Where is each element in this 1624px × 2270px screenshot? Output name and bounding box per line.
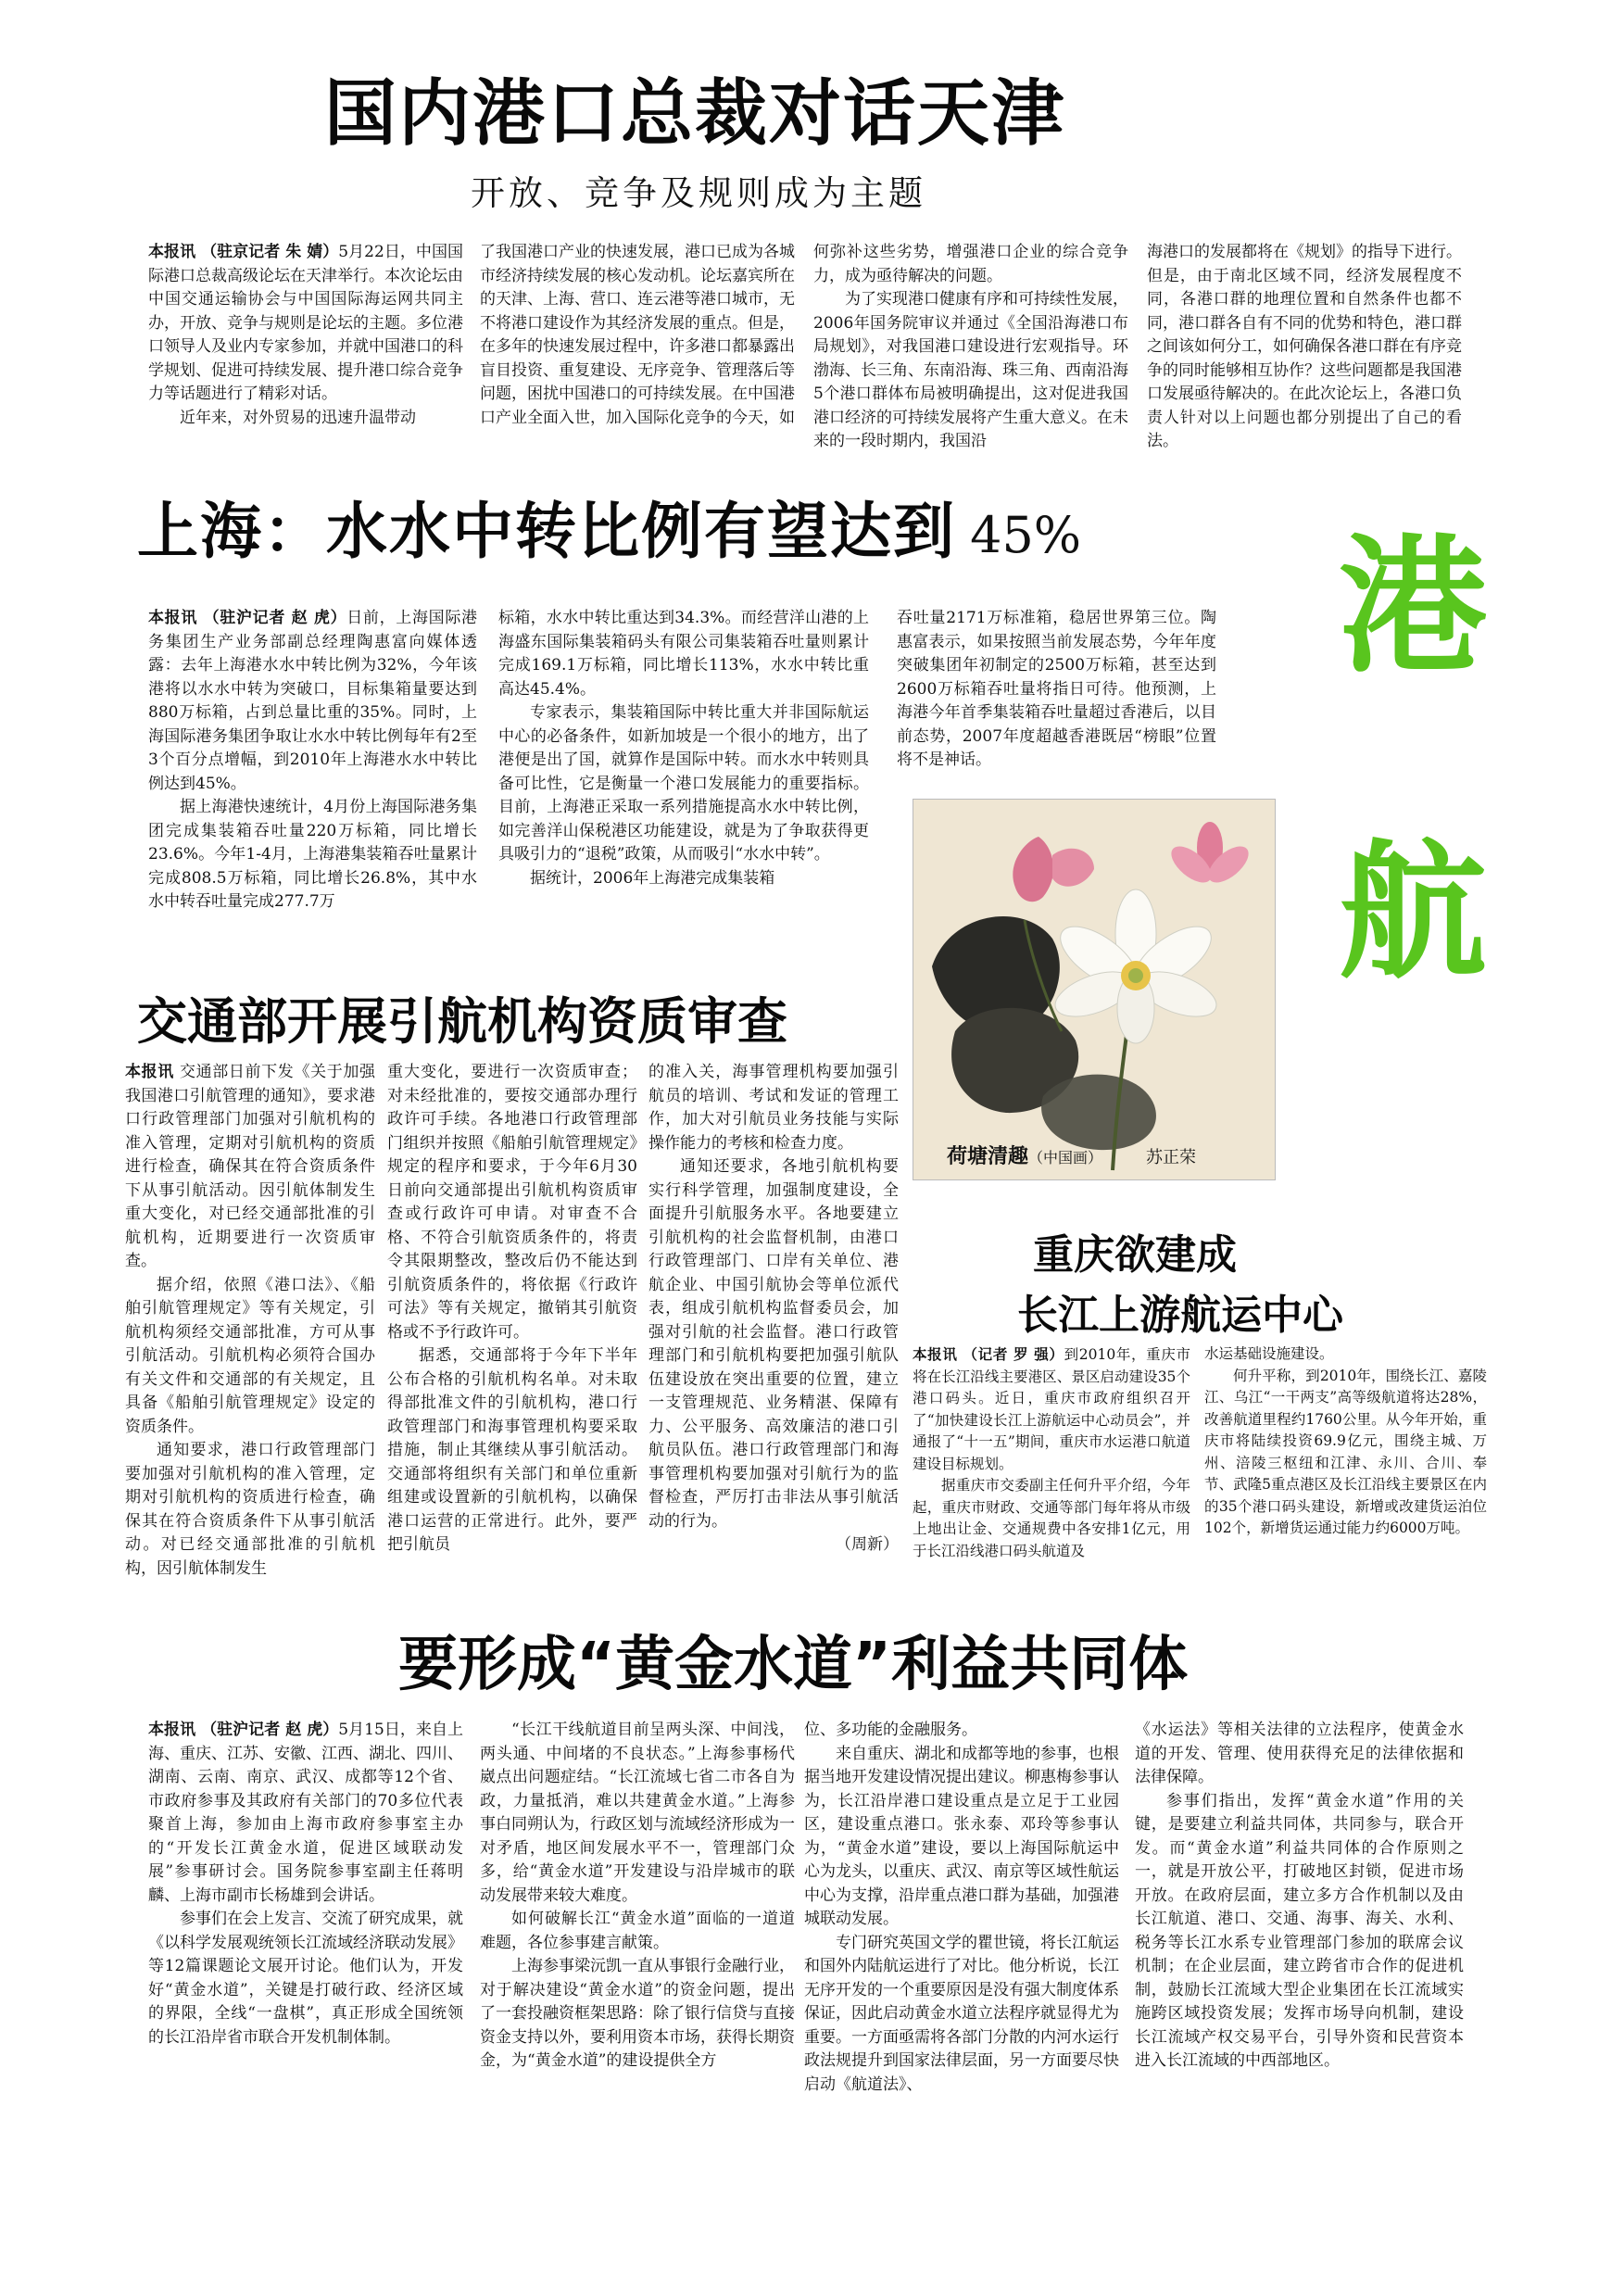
article3-col2-text: 重大变化，要进行一次资质审查；对未经批准的，要按交通部办理行政许可手续。各地港口行政管理部门组织并按照《船舶引航管理规定》规定的程序和要求，于今年6月30日前向交通部提出引航机构资质审查或行政许可申请。对审查不合格、不符合引航资质条件的，将责令其限期整改，整改后仍不能达到引航资质条件的，将依据《行政许可法》等有关规定，撤销其引航资格或不予行政许可。: [387, 1063, 637, 1342]
article3-byline: 本报讯: [125, 1063, 174, 1081]
article3-col3-text-b: 通知还要求，各地引航机构要实行科学管理，加强制度建设，全面提升引航服务水平。各地要建立引航机构的社会监督机制，由港口行政管理部门、口岸有关单位、港航企业、中国引航协会等单位派代表，组成引航机构监督委员会，加强对引航的社会监督。港口行政管理部门和引航机构要把加强引航队伍建设放在突出重要的位置，建立一支管理规范、业务精湛、保障有力、公平服务、高效廉洁的港口引航员队伍。港口行政管理部门和海事管理机构要加强对引航行为的监督检查，严厉打击非法从事引航活动的行为。: [648, 1157, 899, 1531]
article4-title-line2: 长江上游航运中心: [1017, 1292, 1343, 1339]
article1-col1-text: 5月22日，中国国际港口总裁高级论坛在天津举行。本次论坛由中国交通运输协会与中国国际海运网共同主办，开放、竞争与规则是论坛的主题。多位港口领导人及业内专家参加，并就中国港口的科学规划、促进可持续发展、提升港口综合竞争力等话题进行了精彩对话。: [148, 243, 463, 403]
article4-col1-text: 到2010年，重庆市将在长江沿线主要港区、景区启动建设35个港口码头。近日，重庆市政府组织召开了“加快建设长江上游航运中心动员会”，并通报了“十一五”期间，重庆市水运港口航道建设目标规划。: [913, 1346, 1190, 1472]
article3-col1-text-c: 通知要求，港口行政管理部门要加强对引航机构的准入管理，定期对引航机构的资质进行检查，确保其在符合资质条件下从事引航活动。对已经交通部批准的引航机构，因引航体制发生: [125, 1441, 375, 1578]
article4-col2-text-b: 何升平称，到2010年，围绕长江、嘉陵江、乌江“一干两支”高等级航道将达28%，改善航道里程约1760公里。从今年开始，重庆市将陆续投资69.9亿元，围绕主城、万州、涪陵三枢纽和江津、永川、合川、奉节、武隆5重点港区及长江沿线主要景区在内的35个港口码头建设，新增或改建货运泊位102个，新增货运通过能力约6000万吨。: [1204, 1367, 1487, 1536]
article5-column-4: [1135, 1719, 1464, 2117]
article3-col1-text: 交通部日前下发《关于加强我国港口引航管理的通知》，要求港口行政管理部门加强对引航机构的准入管理，定期对引航机构的资质进行检查，确保其在符合资质条件下从事引航活动。因引航体制发生重大变化，对已经交通部批准的引航机构，近期要进行一次资质审查。: [125, 1063, 376, 1270]
article3-title: 交通部开展引航机构资质审查: [137, 992, 787, 1051]
article5-title: 要形成“黄金水道”利益共同体: [398, 1631, 1189, 1699]
article1-column-2: [480, 241, 795, 456]
article4-title-line1: 重庆欲建成: [1033, 1231, 1237, 1279]
article5-col2-text: “长江干线航道目前呈两头深、中间浅，两头通、中间堵的不良状态。”上海参事杨代崴点出问题症结。“长江流域七省二市各自为政，力量抵消，难以共建黄金水道。”上海参事白同朔认为，行政区划与流域经济形成为一对矛盾，地区间发展水平不一，管理部门众多，给“黄金水道”开发建设与沿岸城市的联动发展带来较大难度。: [480, 1721, 795, 1905]
article3-column-3: [648, 1061, 899, 1566]
article1-col3-text: 何弥补这些劣势，增强港口企业的综合竞争力，成为亟待解决的问题。: [813, 243, 1128, 285]
side-label-gang: 港: [1339, 520, 1488, 693]
article5-col1-text-b: 参事们在会上发言、交流了研究成果，就《以科学发展观统领长江流域经济联动发展》等12篇课题论文展开讨论。他们认为，开发好“黄金水道”，关键是打破行政、经济区域的界限，全线“一盘棋”，真正形成全国统领的长江沿岸省市联合开发机制体制。: [148, 1910, 463, 2047]
article1-column-3: [813, 241, 1128, 456]
article2-title-text: 上海：水水中转比例有望达到: [137, 496, 956, 567]
article2-title: [137, 482, 1081, 570]
article5-column-1: [148, 1719, 463, 2117]
article4-col1-text-b: 据重庆市交委副主任何升平介绍，今年起，重庆市财政、交通等部门每年将从市级上地出让金、交通规费中各安排1亿元，用于长江沿线港口码头航道及: [913, 1477, 1190, 1559]
article2-title-number: 45%: [970, 506, 1082, 564]
article2-col2-text-c: 据统计，2006年上海港完成集装箱: [530, 868, 775, 888]
lotus-painting-image: [913, 799, 1276, 1180]
article2-col2-text: 标箱，水水中转比重达到34.3%。而经营洋山港的上海盛东国际集装箱码头有限公司集装箱吞吐量则累计完成169.1万标箱，同比增长113%，水水中转比重高达45.4%。: [498, 609, 869, 699]
painting-genre: （中国画）: [1028, 1149, 1103, 1167]
article5-column-2: [480, 1719, 795, 2117]
article3-col2-text-b: 据悉，交通部将于今年下半年公布合格的引航机构名单。对未取得部批准文件的引航机构，港口行政管理部门和海事管理机构要采取措施，制止其继续从事引航活动。交通部将组织有关部门和单位重新组建或设置新的引航机构，以确保港口运营的正常进行。此外，要严把引航员: [387, 1346, 637, 1554]
side-label-hang: 航: [1339, 826, 1488, 999]
article1-byline: 本报讯 （驻京记者 朱 婧）: [148, 243, 339, 261]
article1-column-1: [148, 241, 463, 456]
article2-byline: 本报讯 （驻沪记者 赵 虎）: [148, 609, 347, 627]
article4-byline: 本报讯 （记者 罗 强）: [913, 1345, 1064, 1363]
painting-inscription: 荷塘清趣: [947, 1144, 1029, 1168]
article3-col1-text-b: 据介绍，依照《港口法》、《船舶引航管理规定》等有关规定，引航机构须经交通部批准，方可从事引航活动。引航机构必须符合国办有关文件和交通部的有关规定，且具备《船舶引航管理规定》设定的资质条件。: [125, 1275, 375, 1436]
article2-col3-text: 吞吐量2171万标准箱，稳居世界第三位。陶惠富表示，如果按照当前发展态势，今年年度突破集团年初制定的2500万标箱，甚至达到2600万标箱吞吐量将指日可待。他预测，上海港今年首季集装箱吞吐量超过香港后，以目前态势，2007年度超越香港既居“榜眼”位置将不是神话。: [897, 609, 1216, 769]
article2-col2-text-b: 专家表示，集装箱国际中转比重大并非国际航运中心的必备条件，如新加坡是一个很小的地方，出了港便是出了国，就算作是国际中转。而水水中转则具备可比性，它是衡量一个港口发展能力的重要指标。目前，上海港正采取一系列措施提高水水中转比例，如完善洋山保税港区功能建设，就是为了争取获得更具吸引力的“退税”政策，从而吸引“水水中转”。: [498, 703, 869, 864]
article5-col4-text-b: 参事们指出，发挥“黄金水道”作用的关键，是要建立利益共同体，共同参与，联合开发。而“黄金水道”利益共同体的合作原则之一，就是开放公平，打破地区封锁，促进市场开放。在政府层面，建立多方合作机制以及由长江航道、港口、交通、海事、海关、水利、税务等长江水系专业管理部门参加的联席会议机制；在企业层面，建立跨省市合作的促进机制，鼓励长江流域大型企业集团在长江流域实施跨区域投资发展；发挥市场导向机制，建设长江流域产权交易平台，引导外资和民营资本进入长江流域的中西部地区。: [1135, 1791, 1464, 2070]
article5-col4-text: 《水运法》等相关法律的立法程序，使黄金水道的开发、管理、使用获得充足的法律依据和法律保障。: [1135, 1721, 1464, 1786]
article4-column-1: [913, 1343, 1190, 1558]
article5-column-3: [804, 1719, 1119, 2117]
article1-col2-text: 了我国港口产业的快速发展，港口已成为各城市经济持续发展的核心发动机。论坛嘉宾所在的天津、上海、营口、连云港等港口城市，无不将港口建设作为其经济发展的重点。但是，在多年的快速发展过程中，许多港口都暴露出盲目投资、重复建设、无序竞争、管理落后等问题，困扰中国港口的可持续发展。在中国港口产业全面入世，加入国际化竞争的今天，如: [480, 243, 795, 427]
article1-title: 国内港口总裁对话天津: [324, 72, 1066, 156]
article1-col3-text-b: 为了实现港口健康有序和可持续性发展，2006年国务院审议并通过《全国沿海港口布局规划》，对我国港口建设进行宏观指导。环渤海、长三角、东南沿海、珠三角、西南沿海5个港口群体布局被明确提出，这对促进我国港口经济的可持续发展将产生重大意义。在未来的一段时期内，我国沿: [813, 290, 1128, 450]
article2-column-2: [498, 607, 869, 924]
article5-col3-text: 位、多功能的金融服务。: [804, 1721, 977, 1739]
article5-col3-text-b: 来自重庆、湖北和成都等地的参事，也根据当地开发建设情况提出建议。柳惠梅参事认为，长江沿岸港口建设重点是立足于工业园区，建设重点港口。张永泰、邓玲等参事认为，“黄金水道”建设，要以上海国际航运中心为龙头，以重庆、武汉、南京等区域性航运中心为支撑，沿岸重点港口群为基础，加强港城联动发展。: [804, 1744, 1119, 1928]
article5-col3-text-c: 专门研究英国文学的瞿世镜，将长江航运和国外内陆航运进行了对比。他分析说，长江无序开发的一个重要原因是没有强大制度体系保证，因此启动黄金水道立法程序就显得尤为重要。一方面亟需将各部门分散的内河水运行政法规提升到国家法律层面，另一方面要尽快启动《航道法》、: [804, 1933, 1119, 2094]
article1-col1-text-b: 近年来，对外贸易的迅速升温带动: [180, 408, 416, 427]
article1-column-4: [1147, 241, 1462, 456]
lotus-painting-svg: [913, 800, 1275, 1179]
article4-col2-text: 水运基础设施建设。: [1204, 1345, 1334, 1362]
article1-col4-text: 海港口的发展都将在《规划》的指导下进行。但是，由于南北区域不同，经济发展程度不同，各港口群的地理位置和自然条件也都不同，港口群各自有不同的优势和特色，港口群之间该如何分工，如何确保各港口群在有序竞争的同时能够相互协作？这些问题都是我国港口发展亟待解决的。在此次论坛上，各港口负责人针对以上问题也都分别提出了自己的看法。: [1147, 243, 1462, 450]
article2-column-3: [897, 607, 1216, 769]
article5-byline: 本报讯 （驻沪记者 赵 虎）: [148, 1721, 339, 1739]
article3-col3-text: 的准入关，海事管理机构要加强引航员的培训、考试和发证的管理工作，加大对引航员业务技能与实际操作能力的考核和检查力度。: [648, 1063, 899, 1153]
article2-column-1: [148, 607, 477, 924]
painting-artist: 苏正荣: [1146, 1148, 1197, 1167]
article5-col2-text-b: 如何破解长江“黄金水道”面临的一道道难题，各位参事建言献策。: [480, 1910, 795, 1952]
article2-col1-text-b: 据上海港快速统计，4月份上海国际港务集团完成集装箱吞吐量220万标箱，同比增长23.6%。今年1-4月，上海港集装箱吞吐量累计完成808.5万标箱，同比增长26.8%，其中水水中转吞吐量完成277.7万: [148, 798, 477, 911]
painting-caption: [947, 1141, 1196, 1169]
article5-col1-text: 5月15日，来自上海、重庆、江苏、安徽、江西、湖北、四川、湖南、云南、南京、武汉、成都等12个省、市政府参事及其政府有关部门的70多位代表聚首上海，参加由上海市政府参事室主办的“开发长江黄金水道，促进区域联动发展”参事研讨会。国务院参事室副主任蒋明麟、上海市副市长杨雄到会讲话。: [148, 1721, 463, 1905]
article5-col2-text-c: 上海参事梁沅凯一直从事银行金融行业，对于解决建设“黄金水道”的资金问题，提出了一套投融资框架思路：除了银行信贷与直接资金支持以外，要利用资本市场，获得长期资金，为“黄金水道”的建设提供全方: [480, 1957, 795, 2070]
article3-credit: （周新）: [836, 1535, 899, 1554]
article1-subtitle: 开放、竞争及规则成为主题: [471, 173, 926, 213]
article4-column-2: [1204, 1343, 1487, 1558]
article2-col1-text: 日前，上海国际港务集团生产业务部副总经理陶惠富向媒体透露：去年上海港水水中转比例为32%，今年该港将以水水中转为突破口，目标集箱量要达到880万标箱，占到总量比重的35%。同时，上海国际港务集团争取让水水中转比例每年有2至3个百分点增幅，到2010年上海港水水中转比例达到45%。: [148, 609, 477, 793]
article3-column-2: [387, 1061, 637, 1566]
article3-column-1: [125, 1061, 376, 1578]
